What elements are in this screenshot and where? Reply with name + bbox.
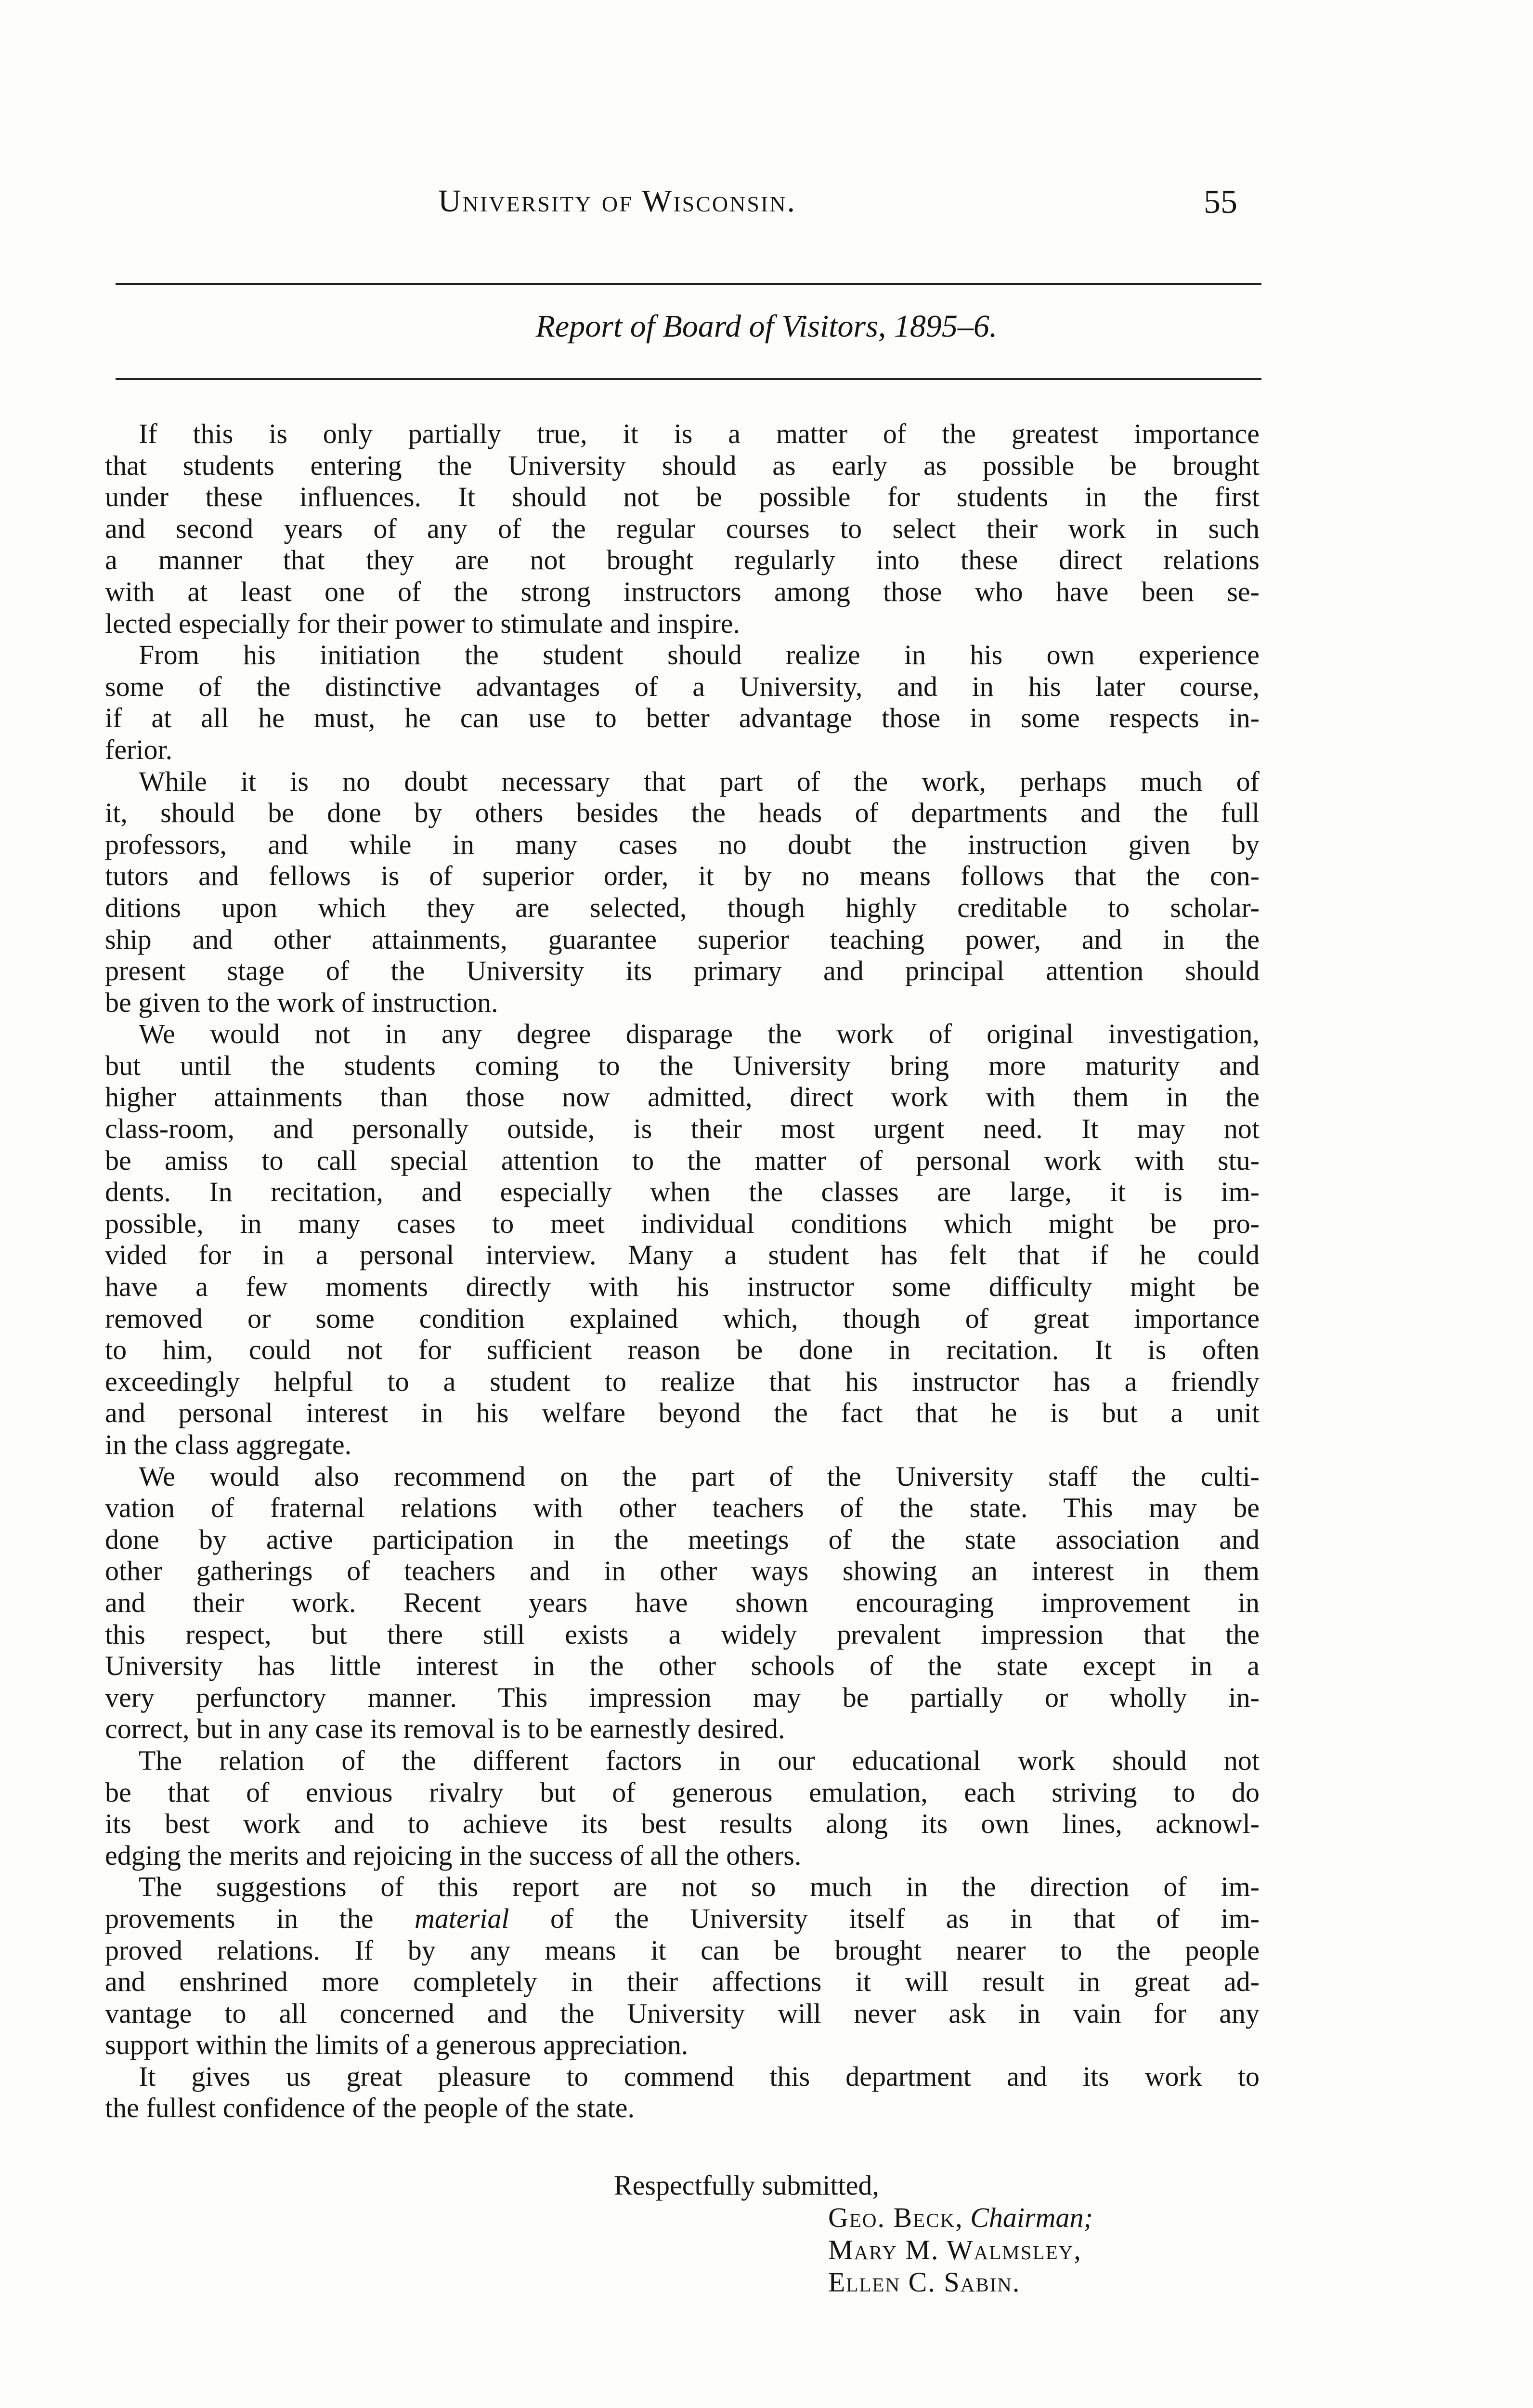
text-line: to him, could not for sufficient reason be done in recitation. It is often	[105, 1334, 1260, 1366]
text-line: other gatherings of teachers and in other ways showing an interest in them	[105, 1555, 1260, 1587]
text-line: While it is no doubt necessary that part of the work, perhaps much of	[139, 765, 1260, 797]
text-line: correct, but in any case its removal is to be earnestly desired.	[105, 1713, 785, 1745]
text-line: ditions upon which they are selected, though highly creditable to scholar-	[105, 891, 1260, 923]
header-rule-bottom	[116, 378, 1261, 380]
text-line: possible, in many cases to meet individual conditions which might be pro-	[105, 1207, 1260, 1239]
text-line: support within the limits of a generous appreciation.	[105, 2029, 689, 2061]
text-line: exceedingly helpful to a student to realize that his instructor has a friendly	[105, 1365, 1260, 1397]
text-line: proved relations. If by any means it can be brought nearer to the people	[105, 1934, 1260, 1966]
text-line: and second years of any of the regular courses to select their work in such	[105, 512, 1260, 544]
text-line: done by active participation in the meetings of the state association and	[105, 1523, 1260, 1555]
text-line: under these influences. It should not be possible for students in the first	[105, 481, 1260, 513]
emphasis-material: material	[414, 1902, 509, 1934]
text-line: professors, and while in many cases no doubt the instruction given by	[105, 828, 1260, 860]
text-line: If this is only partially true, it is a matter of the greatest importance	[139, 418, 1260, 449]
signature-member-sabin: Ellen C. Sabin.	[828, 2266, 1021, 2298]
text-line: very perfunctory manner. This impression may be partially or wholly in-	[105, 1681, 1260, 1713]
text-line: provements in the material of the University itself as in that of im-	[105, 1902, 1260, 1934]
text-line: that students entering the University should as early as possible be brought	[105, 449, 1260, 481]
text-line: vantage to all concerned and the University will never ask in vain for any	[105, 1997, 1260, 2029]
text-line: We would also recommend on the part of the University staff the culti-	[139, 1460, 1260, 1492]
text-line: tutors and fellows is of superior order, it by no means follows that the con-	[105, 860, 1260, 892]
text-line: It gives us great pleasure to commend this department and its work to	[139, 2060, 1260, 2092]
signature-closing: Respectfully submitted,	[614, 2170, 879, 2201]
signature-member-walmsley: Mary M. Walmsley,	[828, 2234, 1082, 2265]
text-line: be given to the work of instruction.	[105, 986, 498, 1018]
text-line: higher attainments than those now admitted, direct work with them in the	[105, 1081, 1260, 1113]
text-line: From his initiation the student should realize in his own experience	[139, 639, 1260, 671]
text-line: its best work and to achieve its best results along its own lines, acknowl-	[105, 1808, 1260, 1840]
text-line: with at least one of the strong instructors among those who have been se-	[105, 576, 1260, 607]
text-line: be amiss to call special attention to the matter of personal work with stu-	[105, 1144, 1260, 1176]
text-line: removed or some condition explained which, though of great importance	[105, 1302, 1260, 1334]
text-line: it, should be done by others besides the heads of departments and the full	[105, 797, 1260, 829]
chairman-name: Geo. Beck,	[828, 2202, 963, 2233]
text-line: have a few moments directly with his instructor some difficulty might be	[105, 1271, 1260, 1303]
report-body	[105, 418, 1260, 2124]
text-line: but until the students coming to the University bring more maturity and	[105, 1049, 1260, 1081]
text-line: a manner that they are not brought regularly into these direct relations	[105, 544, 1260, 576]
header-rule-top	[116, 283, 1261, 285]
text-line: ship and other attainments, guarantee superior teaching power, and in the	[105, 923, 1260, 955]
text-line: if at all he must, he can use to better advantage those in some respects in-	[105, 702, 1260, 734]
text-line: The suggestions of this report are not so much in the direction of im-	[139, 1871, 1260, 1903]
text-line: class-room, and personally outside, is their most urgent need. It may not	[105, 1113, 1260, 1145]
text-line: and enshrined more completely in their affections it will result in great ad-	[105, 1966, 1260, 1998]
text-line: and their work. Recent years have shown encouraging improvement in	[105, 1586, 1260, 1618]
section-subtitle: Report of Board of Visitors, 1895–6.	[535, 309, 998, 344]
running-head: University of Wisconsin.	[438, 183, 796, 219]
text-line: in the class aggregate.	[105, 1429, 352, 1460]
text-line: edging the merits and rejoicing in the success of all the others.	[105, 1839, 802, 1871]
text-line: the fullest confidence of the people of the state.	[105, 2092, 635, 2124]
text-line: dents. In recitation, and especially when the classes are large, it is im-	[105, 1176, 1260, 1208]
chairman-title: Chairman;	[970, 2202, 1093, 2233]
text-line: and personal interest in his welfare beyond the fact that he is but a unit	[105, 1397, 1260, 1429]
text-line: University has little interest in the other schools of the state except in a	[105, 1650, 1260, 1682]
text-line: vided for in a personal interview. Many a student has felt that if he could	[105, 1239, 1260, 1271]
text-line: We would not in any degree disparage the work of original investigation,	[139, 1018, 1260, 1050]
text-line: The relation of the different factors in our educational work should not	[139, 1744, 1260, 1776]
text-line: be that of envious rivalry but of generous emulation, each striving to do	[105, 1776, 1260, 1808]
text-line: present stage of the University its primary and principal attention should	[105, 955, 1260, 987]
text-line: this respect, but there still exists a widely prevalent impression that the	[105, 1618, 1260, 1650]
text-line: ferior.	[105, 733, 173, 765]
signature-chairman	[828, 2202, 1093, 2233]
page-number: 55	[1204, 183, 1237, 221]
text-line: lected especially for their power to stimulate and inspire.	[105, 607, 741, 639]
text-line: vation of fraternal relations with other teachers of the state. This may be	[105, 1492, 1260, 1524]
text-line: some of the distinctive advantages of a University, and in his later course,	[105, 670, 1260, 702]
